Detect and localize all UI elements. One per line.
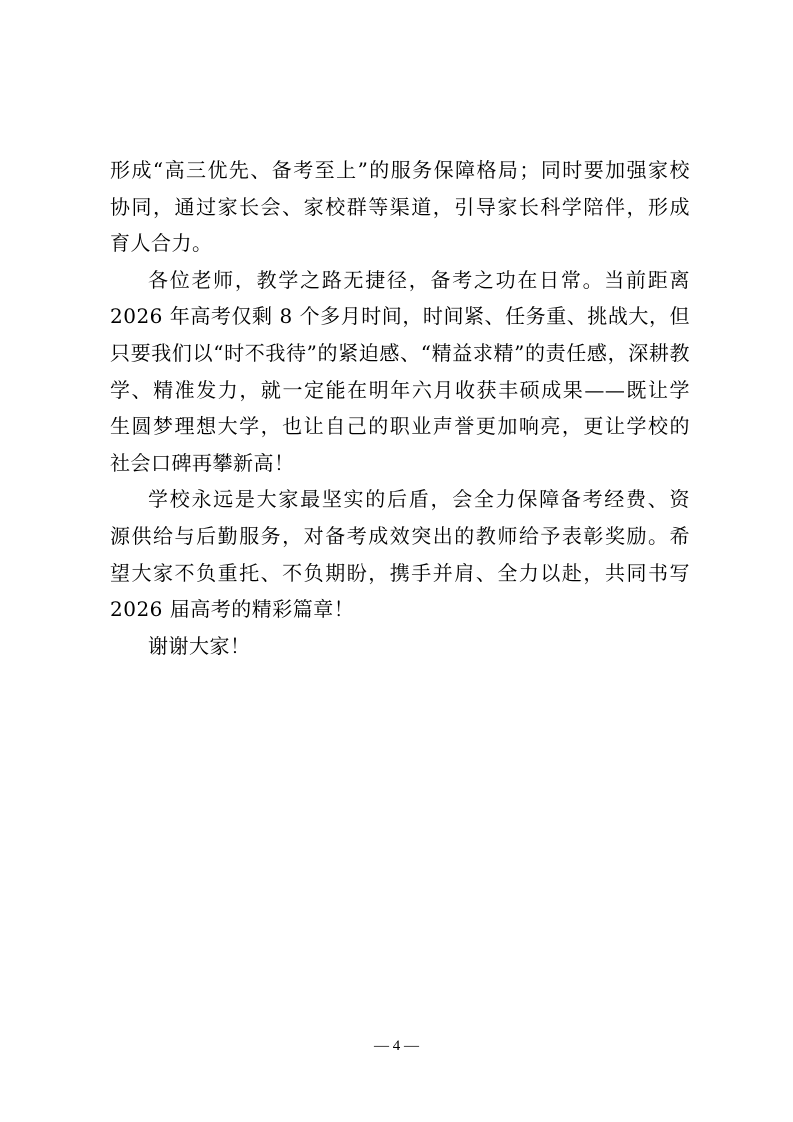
paragraph-1: [110, 152, 690, 262]
text-line: 育人合力。: [110, 231, 213, 256]
paragraph-4: [110, 628, 690, 665]
paragraph-2: [110, 262, 690, 482]
text-line: 谢谢大家！: [148, 633, 251, 658]
text-line: 学、精准发力，就一定能在明年六月收获丰硕成果——既让学: [110, 377, 690, 402]
text-line: 各位老师，教学之路无捷径，备考之功在日常。当前距离: [148, 267, 690, 292]
text-line: 源供给与后勤服务，对备考成效突出的教师给予表彰奖励。希: [110, 523, 690, 548]
paragraph-3: [110, 481, 690, 627]
text-line: 形成“高三优先、备考至上”的服务保障格局；同时要加强家校: [110, 158, 690, 182]
text-line: 望大家不负重托、不负期盼，携手并肩、全力以赴，共同书写: [110, 560, 690, 585]
body-text: [110, 152, 690, 664]
text-line: 学校永远是大家最坚实的后盾，会全力保障备考经费、资: [148, 487, 690, 512]
text-line: 只要我们以“时不我待”的紧迫感、“精益求精”的责任感，深耕教: [110, 340, 690, 365]
text-line: 2026 届高考的精彩篇章！: [110, 597, 355, 622]
text-line: 2026 年高考仅剩 8 个多月时间，时间紧、任务重、挑战大，但: [110, 304, 690, 329]
text-line: 社会口碑再攀新高！: [110, 450, 295, 475]
page-number: — 4 —: [374, 1038, 419, 1054]
text-line: 协同，通过家长会、家校群等渠道，引导家长科学陪伴，形成: [110, 194, 690, 219]
text-line: 生圆梦理想大学，也让自己的职业声誉更加响亮，更让学校的: [110, 414, 690, 439]
